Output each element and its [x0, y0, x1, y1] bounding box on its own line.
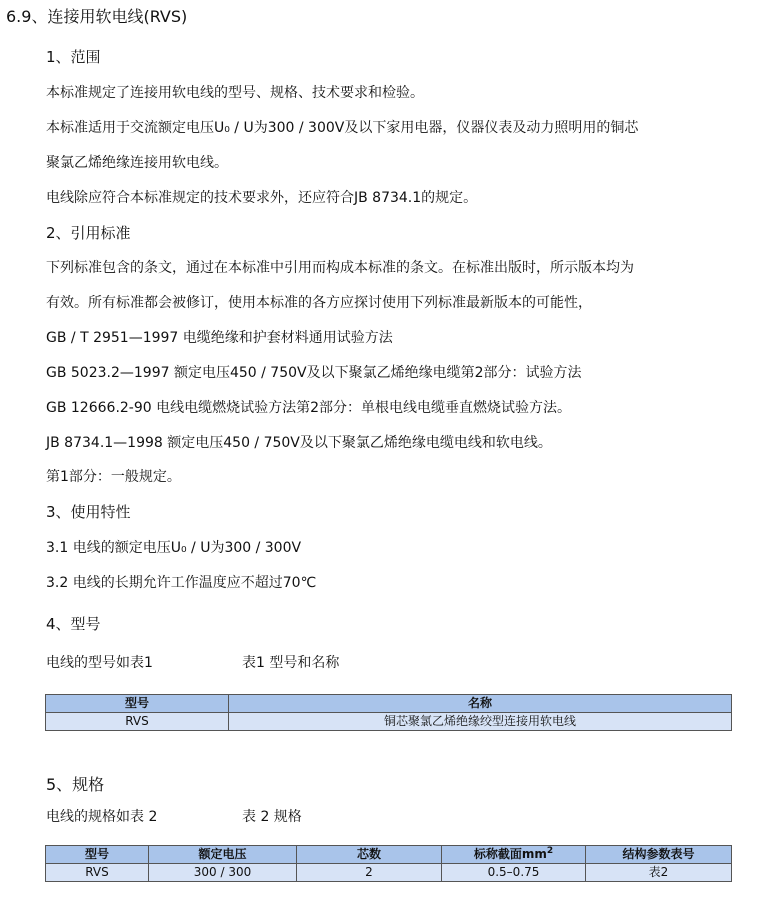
- heading-model: 4、型号: [46, 615, 101, 633]
- paragraph: 本标准规定了连接用软电线的型号、规格、技术要求和检验。: [46, 85, 424, 101]
- table-caption: 表1 型号和名称: [242, 655, 340, 671]
- table-header: 结构参数表号: [586, 846, 732, 864]
- paragraph: 下列标准包含的条文，通过在本标准中引用而构成本标准的条文。在标准出版时，所示版本均为: [46, 260, 634, 276]
- heading-spec: 5、规格: [46, 775, 105, 794]
- table-header: 名称: [229, 695, 732, 713]
- table-intro: 电线的型号如表1: [46, 655, 153, 671]
- model-table: [45, 694, 732, 731]
- paragraph: 聚氯乙烯绝缘连接用软电线。: [46, 155, 228, 171]
- heading-scope: 1、范围: [46, 48, 101, 66]
- table-cell: RVS: [46, 713, 229, 731]
- reference-item: 第1部分：一般规定。: [46, 469, 181, 485]
- paragraph: 电线除应符合本标准规定的技术要求外，还应符合JB 8734.1的规定。: [46, 190, 478, 206]
- superscript: 2: [546, 846, 554, 856]
- table-intro: 电线的规格如表 2: [46, 809, 158, 825]
- heading-references: 2、引用标准: [46, 224, 131, 242]
- reference-item: GB 12666.2-90 电线电缆燃烧试验方法第2部分：单根电线电缆垂直燃烧试验方法。: [46, 400, 572, 416]
- section-title: 6.9、连接用软电线(RVS): [6, 7, 188, 26]
- table-cell: 铜芯聚氯乙烯绝缘绞型连接用软电线: [229, 713, 732, 731]
- table-cell: 2: [297, 864, 442, 882]
- reference-item: GB / T 2951—1997 电缆绝缘和护套材料通用试验方法: [46, 330, 393, 346]
- table-cell: 0.5–0.75: [442, 864, 586, 882]
- spec-table: [45, 845, 732, 882]
- table-header-area: [442, 846, 586, 864]
- paragraph: 本标准适用于交流额定电压U₀ / U为300 / 300V及以下家用电器，仪器仪表及动力照明用的铜芯: [46, 120, 639, 136]
- table-cell: 300 / 300: [149, 864, 297, 882]
- reference-item: JB 8734.1—1998 额定电压450 / 750V及以下聚氯乙烯绝缘电缆电线和软电线。: [46, 435, 552, 451]
- table-header: 额定电压: [149, 846, 297, 864]
- table-header: 型号: [46, 695, 229, 713]
- paragraph: 3.2 电线的长期允许工作温度应不超过70℃: [46, 575, 317, 591]
- heading-characteristics: 3、使用特性: [46, 503, 131, 521]
- table-cell: RVS: [46, 864, 149, 882]
- table-header-text: 标称截面mm: [473, 847, 547, 861]
- paragraph: 有效。所有标准都会被修订，使用本标准的各方应探讨使用下列标准最新版本的可能性，: [46, 295, 592, 311]
- table-cell: 表2: [586, 864, 732, 882]
- paragraph: 3.1 电线的额定电压U₀ / U为300 / 300V: [46, 540, 302, 556]
- table-caption: 表 2 规格: [242, 809, 302, 825]
- table-header: 型号: [46, 846, 149, 864]
- reference-item: GB 5023.2—1997 额定电压450 / 750V及以下聚氯乙烯绝缘电缆第2部分：试验方法: [46, 365, 582, 381]
- table-header: 芯数: [297, 846, 442, 864]
